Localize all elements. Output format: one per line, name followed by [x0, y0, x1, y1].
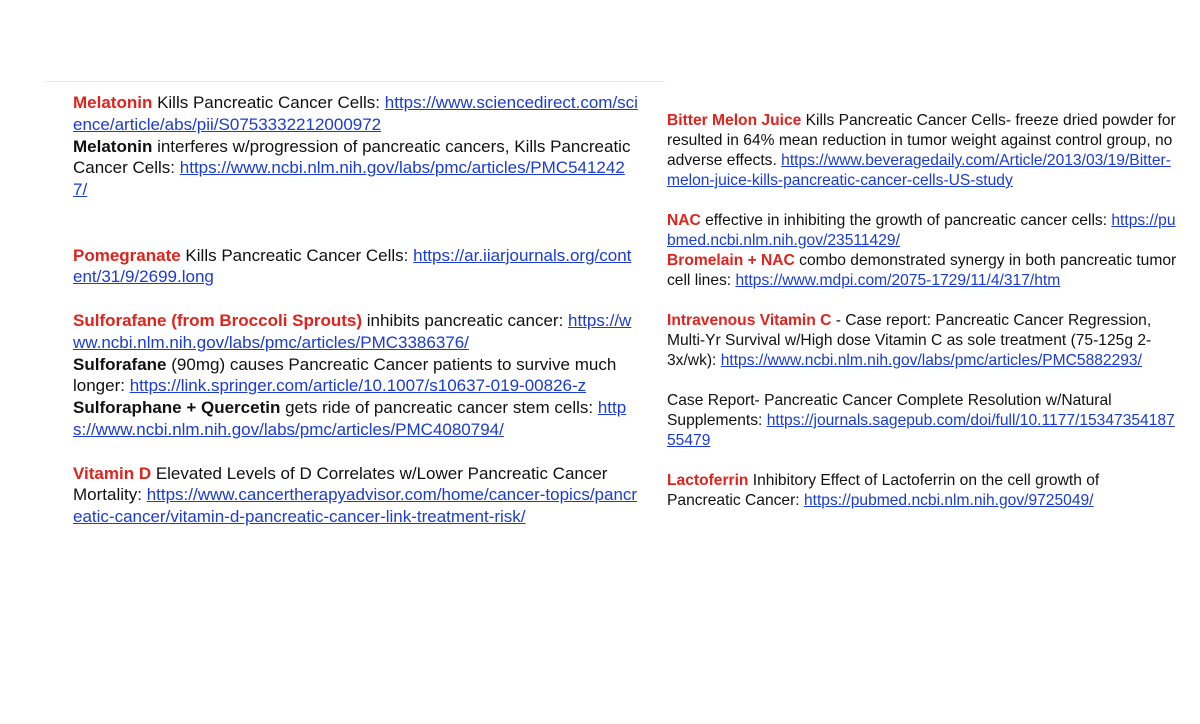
- entry-text: - Case report: Pancreatic Cancer Regression, Multi-Yr Survival w/High dose Vitamin C as sole treatment (75-125g 2-3x/wk):: [667, 312, 1152, 369]
- entry-vitamin-c: [667, 311, 1177, 371]
- entry-melatonin-1: [73, 92, 638, 136]
- entry-melatonin-2: [73, 136, 638, 201]
- entry-lactoferrin: [667, 471, 1177, 511]
- entry-case-report: [667, 391, 1177, 451]
- left-column: [73, 92, 638, 528]
- entry-title: Pomegranate: [73, 245, 181, 265]
- entry-title: Melatonin: [73, 136, 153, 156]
- entry-text: interferes w/progression of pancreatic cancers, Kills Pancreatic Cancer Cells:: [73, 136, 631, 178]
- entry-text: Elevated Levels of D Correlates w/Lower Pancreatic Cancer Mortality:: [73, 463, 608, 505]
- entry-title: Intravenous Vitamin C: [667, 312, 832, 329]
- entry-title: Bitter Melon Juice: [667, 112, 802, 129]
- entry-pomegranate: [73, 245, 638, 289]
- entry-link[interactable]: https://www.beveragedaily.com/Article/2013/03/19/Bitter-melon-juice-kills-pancreatic-cancer-cells-US-study: [667, 152, 1171, 189]
- right-column: [667, 111, 1177, 511]
- entry-sulforafane-1: [73, 310, 638, 354]
- entry-title: Bromelain + NAC: [667, 252, 795, 269]
- entry-link[interactable]: https://www.sciencedirect.com/science/article/abs/pii/S0753332212000972: [73, 93, 638, 134]
- entry-text: Kills Pancreatic Cancer Cells:: [180, 245, 414, 265]
- entry-link[interactable]: https://www.ncbi.nlm.nih.gov/labs/pmc/articles/PMC4080794/: [73, 398, 627, 439]
- entry-text: (90mg) causes Pancreatic Cancer patients to survive much longer:: [73, 354, 617, 396]
- entry-link[interactable]: https://www.mdpi.com/2075-1729/11/4/317/htm: [735, 272, 1061, 289]
- entry-link[interactable]: https://www.ncbi.nlm.nih.gov/labs/pmc/articles/PMC5882293/: [720, 352, 1142, 369]
- entry-bitter-melon: [667, 111, 1177, 191]
- entry-sulforafane-2: [73, 354, 638, 398]
- entry-title: Vitamin D: [73, 463, 152, 483]
- top-divider: [45, 81, 665, 82]
- entry-title: Lactoferrin: [667, 472, 749, 489]
- entry-bromelain: [667, 251, 1177, 291]
- entry-link[interactable]: https://www.ncbi.nlm.nih.gov/labs/pmc/articles/PMC3386376/: [73, 310, 632, 352]
- entry-link[interactable]: https://pubmed.ncbi.nlm.nih.gov/9725049/: [803, 492, 1094, 509]
- entry-link[interactable]: https://ar.iiarjournals.org/content/31/9/2699.long: [73, 245, 632, 287]
- entry-text: Kills Pancreatic Cancer Cells- freeze dried powder for resulted in 64% mean reduction in tumor weight against control group, no adverse effects.: [667, 112, 1176, 169]
- entry-text: effective in inhibiting the growth of pancreatic cancer cells:: [700, 212, 1112, 229]
- entry-vitamin-d: [73, 463, 638, 528]
- entry-link[interactable]: https://journals.sagepub.com/doi/full/10.1177/1534735418755479: [667, 412, 1175, 449]
- entry-link[interactable]: https://www.cancertherapyadvisor.com/home/cancer-topics/pancreatic-cancer/vitamin-d-pancreatic-cancer-link-treatment-risk/: [73, 485, 638, 527]
- entry-text: combo demonstrated synergy in both pancreatic tumor cell lines:: [667, 252, 1177, 289]
- entry-text: inhibits pancreatic cancer:: [362, 310, 569, 330]
- entry-nac: [667, 211, 1177, 251]
- entry-title: Sulforaphane + Quercetin: [73, 398, 281, 418]
- entry-title: Sulforafane: [73, 354, 167, 374]
- entry-text: Inhibitory Effect of Lactoferrin on the cell growth of Pancreatic Cancer:: [667, 472, 1100, 509]
- entry-sulforaphane-3: [73, 397, 638, 441]
- entry-link[interactable]: https://link.springer.com/article/10.1007/s10637-019-00826-z: [129, 376, 587, 396]
- entry-title: Sulforafane (from Broccoli Sprouts): [73, 310, 363, 330]
- entry-text: Case Report- Pancreatic Cancer Complete Resolution w/Natural Supplements:: [667, 392, 1112, 429]
- entry-text: gets ride of pancreatic cancer stem cells:: [280, 398, 598, 418]
- entry-title: Melatonin: [73, 93, 153, 112]
- entry-title: NAC: [667, 212, 701, 229]
- entry-link[interactable]: https://pubmed.ncbi.nlm.nih.gov/23511429/: [667, 212, 1176, 249]
- entry-text: Kills Pancreatic Cancer Cells:: [152, 93, 385, 112]
- entry-link[interactable]: https://www.ncbi.nlm.nih.gov/labs/pmc/articles/PMC5412427/: [73, 158, 625, 200]
